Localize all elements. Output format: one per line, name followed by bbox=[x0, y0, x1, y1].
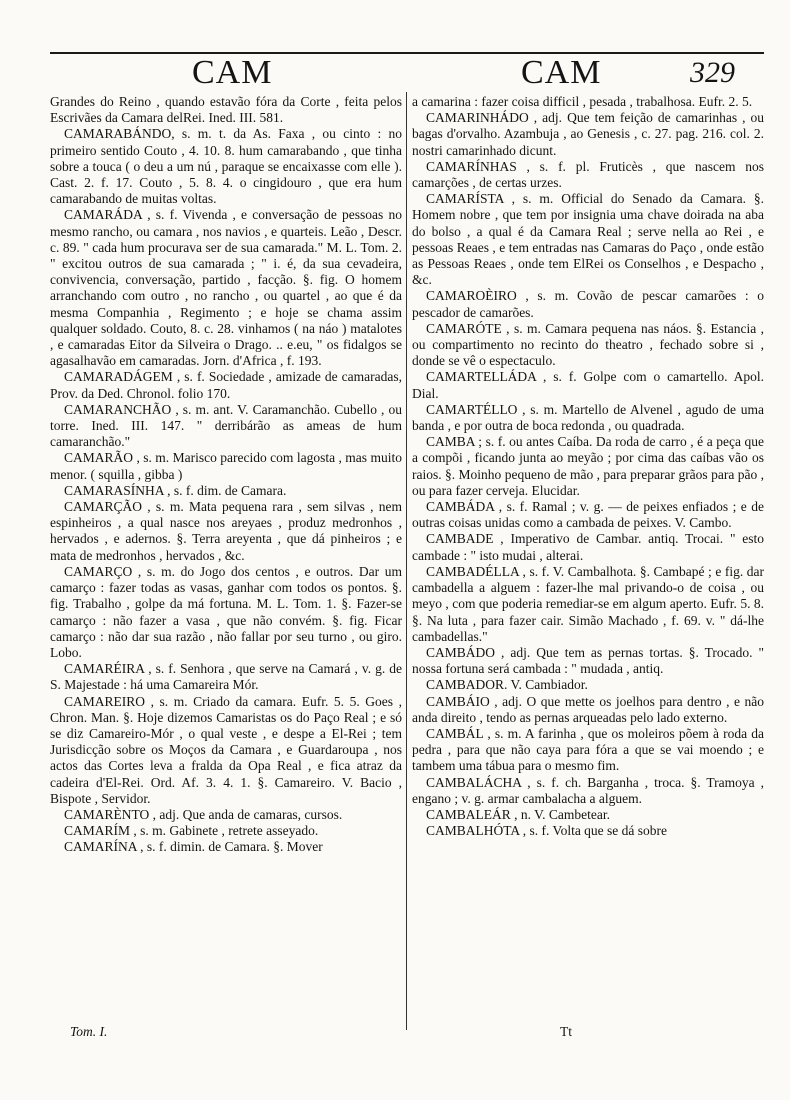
right-running-head: CAM bbox=[521, 54, 602, 91]
entry: CAMARÍNA , s. f. dimin. de Camara. §. Mover bbox=[64, 839, 323, 855]
entry: CAMBALÁCHA , s. f. ch. Barganha , troca. §. Tramoya , engano ; v. g. armar cambalacha a alguem. bbox=[412, 774, 764, 806]
entry: CAMARANCHÃO , s. m. ant. V. Caramanchão. Cubello , ou torre. Ined. III. 147. " derribárão as ameas de hum camaranchão." bbox=[50, 401, 402, 450]
entry: CAMBADÉLLA , s. f. V. Cambalhota. §. Cambapé ; e fig. dar cambadella a alguem : fazer-lhe mal privando-o de coisa , ou meyo , com que poderia remediar-se em algum aperto. Eufr. 5. 8. §. Na luta , para fazer cair. Simão Machado , f. 69. v. " dá-lhe cambadellas." bbox=[412, 563, 764, 644]
header-rule bbox=[50, 52, 764, 54]
right-column bbox=[412, 94, 764, 839]
entry: CAMARÍSTA , s. m. Official do Senado da Camara. §. Homem nobre , que tem por insignia uma chave doirada na aba do bolso , a qual é da Camara Real ; serve nella ao Rei , e pessoas Reaes , e tem entradas nas Camaras do Paço , onde estão as Pessoas Reaes , onde tem ElRei os Conselhos , e Despacho , &c. bbox=[412, 191, 764, 288]
entry: CAMARÍNHAS , s. f. pl. Fruticès , que nascem nos camarções , de certas urzes. bbox=[412, 158, 764, 191]
column-divider bbox=[406, 92, 407, 1030]
entry: CAMARÇÃO , s. m. Mata pequena rara , sem silvas , nem espinheiros , a qual nasce nos areyaes , produz medronhos , hervados , e adernos. §. Terra areyenta , que dá pinheiros ; e mata de medronhos , hervados , &c. bbox=[50, 499, 402, 563]
entry: a camarina : fazer coisa difficil , pesada , trabalhosa. Eufr. 2. 5. bbox=[412, 94, 753, 109]
entry: CAMARÁDA , s. f. Vivenda , e conversação de pessoas no mesmo rancho, ou camara , nos navios , e quarteis. Leão , Descr. c. 89. " cada hum procurava ser de sua camarada." M. L. Tom. 2. " excitou outros de sua camarada ; " i. é, da sua cevadeira, convivencia, conversação, partido , facção. §. fig. O homem arranchando com outro , no rancho , ou quartel , ao que é da mesma Companhia , Regimento ; e hoje se chama assim qualquer soldado. Couto, 8. c. 28. vinhamos ( na náo ) matalotes , e camaradas Eitor da Silveira o Drago. .. e.eu, " os fidalgos se agasalhavão em camaradas. Jorn. d'Africa , f. 193. bbox=[50, 207, 402, 369]
left-running-head: CAM bbox=[192, 54, 273, 91]
entry: CAMBÁL , s. m. A farinha , que os moleiros põem à roda da pedra , para que não caya para fóra a que se vai moendo ; e tambem uma tábua para o mesmo fim. bbox=[412, 725, 764, 774]
entry: CAMARTÉLLO , s. m. Martello de Alvenel , agudo de uma banda , e por outra de boca redonda , ou quadrada. bbox=[412, 401, 764, 434]
entry: CAMBALEÁR , n. V. Cambetear. bbox=[426, 806, 610, 822]
entry: CAMBA ; s. f. ou antes Caíba. Da roda de carro , é a peça que a compõi , ficando junta ao meyão ; por cima das caíbas vão os raios. §. Moinho pequeno de mão , para preparar grãos para pão , ou para fazer cerveja. Elucidar. bbox=[412, 434, 764, 498]
entry: CAMBADOR. V. Cambiador. bbox=[426, 677, 588, 693]
entry: CAMAREIRO , s. m. Criado da camara. Eufr. 5. 5. Goes , Chron. Man. §. Hoje dizemos Camaristas os do Paço Real ; e só se diz Camareiro-Mór , o qual veste , e despe a El-Rei ; tem Jurisdicção sobre os Moços da Camara , e Guardaroupa , nos actos das Cortes leva a fralda da Opa Real , e fica atraz da cadeira d'El-Rei. Ord. Af. 3. 4. 1. §. Camareiro. V. Bacio , Bispote , Servidor. bbox=[50, 693, 402, 806]
entry: CAMARÃO , s. m. Marisco parecido com lagosta , mas muito menor. ( squilla , gibba ) bbox=[50, 450, 402, 482]
entry: CAMARÓTE , s. m. Camara pequena nas náos. §. Estancia , ou compartimento no recinto do theatro , fechado sobre si , donde se vê o espectaculo. bbox=[412, 320, 764, 369]
entry: CAMBALHÓTA , s. f. Volta que se dá sobre bbox=[426, 823, 668, 839]
left-column bbox=[50, 94, 402, 856]
entry: CAMARABÁNDO, s. m. t. da As. Faxa , ou cinto : no primeiro sentido Couto , 4. 10. 8. hum camarabando , que tinha sobre a touca ( o deu a um nú , paraque se encaixasse com elle ). Cast. 2. f. 17. Couto , 5. 8. 4. o cingidouro , que era hum camarabando de muitas voltas. bbox=[50, 126, 402, 207]
entry: CAMBÁDA , s. f. Ramal ; v. g. — de peixes enfiados ; e de outras coisas unidas como a cambada de peixes. V. Cambo. bbox=[412, 499, 764, 531]
entry: CAMBÁDO , adj. Que tem as pernas tortas. §. Trocado. " nossa fortuna será cambada : " mudada , antiq. bbox=[412, 644, 764, 677]
entry: CAMARÇO , s. m. do Jogo dos centos , e outros. Dar um camarço : fazer todas as vasas, ganhar com todos os pontos. §. fig. Trabalho , golpe da má fortuna. M. L. Tom. 1. §. Fazer-se camarço : não fazer a vasa , que não convém. §. fig. Ficar camarço : não dar sua razão , não fallar por seu turno , ou giro. Lobo. bbox=[50, 563, 402, 660]
entry: CAMARINHÁDO , adj. Que tem feição de camarinhas , ou bagas d'orvalho. Azambuja , ao Genesis , c. 27. pag. 216. col. 2. nostri camarinhado dicunt. bbox=[412, 110, 764, 158]
entry: CAMARÍM , s. m. Gabinete , retrete asseyado. bbox=[64, 823, 319, 839]
footer-signature: Tt bbox=[560, 1024, 572, 1039]
entry: CAMBÁIO , adj. O que mette os joelhos para dentro , e não anda direito , tendo as pernas arqueadas pelo lado externo. bbox=[412, 693, 764, 725]
entry: CAMARÉIRA , s. f. Senhora , que serve na Camará , v. g. de S. Majestade : há uma Camareira Mór. bbox=[50, 661, 402, 693]
entry: CAMARTELLÁDA , s. f. Golpe com o camartello. Apol. Dial. bbox=[412, 369, 764, 401]
entry: Grandes do Reino , quando estavão fóra da Corte , feita pelos Escrivães da Camara delRei. Ined. III. 581. bbox=[50, 94, 402, 126]
entry: CAMARÈNTO , adj. Que anda de camaras, cursos. bbox=[64, 806, 343, 822]
page-number: 329 bbox=[690, 56, 735, 89]
footer-volume: Tom. I. bbox=[70, 1024, 108, 1039]
entry: CAMARADÁGEM , s. f. Sociedade , amizade de camaradas, Prov. da Ded. Chronol. folio 170. bbox=[50, 369, 402, 401]
entry: CAMBADE , Imperativo de Cambar. antiq. Trocai. " esto cambade : " isto mudai , alterai. bbox=[412, 531, 764, 563]
entry: CAMAROÈIRO , s. m. Covão de pescar camarões : o pescador de camarões. bbox=[412, 288, 764, 320]
entry: CAMARASÍNHA , s. f. dim. de Camara. bbox=[64, 482, 287, 498]
